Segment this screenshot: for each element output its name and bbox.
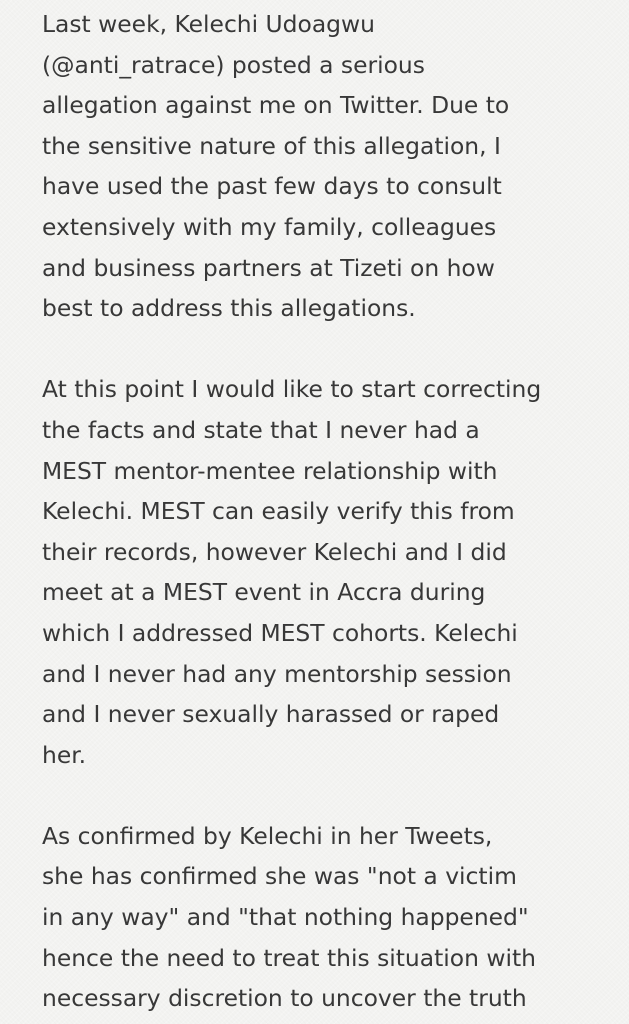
text-line: her. bbox=[42, 740, 87, 769]
text-line: As confirmed by Kelechi in her Tweets, bbox=[42, 821, 493, 850]
text-line: in any way" and "that nothing happened" bbox=[42, 903, 529, 932]
text-line: allegation against me on Twitter. Due to bbox=[42, 91, 510, 120]
paragraph-3 bbox=[42, 816, 622, 1019]
text-line: extensively with my family, colleagues bbox=[42, 212, 497, 241]
paragraph-2 bbox=[42, 369, 622, 775]
text-line: the facts and state that I never had a bbox=[42, 415, 480, 444]
note-body bbox=[42, 0, 622, 1019]
text-line: Last week, Kelechi Udoagwu bbox=[42, 10, 375, 38]
text-line: MEST mentor-mentee relationship with bbox=[42, 456, 498, 485]
text-line: and business partners at Tizeti on how bbox=[42, 253, 495, 282]
text-line: their records, however Kelechi and I did bbox=[42, 537, 507, 566]
text-line: meet at a MEST event in Accra during bbox=[42, 578, 486, 607]
paragraph-spacer bbox=[42, 329, 622, 370]
text-line: necessary discretion to uncover the truth bbox=[42, 984, 527, 1013]
text-line: (@anti_ratrace) posted a serious bbox=[42, 50, 425, 79]
text-line: best to address this allegations. bbox=[42, 294, 416, 323]
text-line: hence the need to treat this situation with bbox=[42, 943, 536, 972]
text-line: and I never had any mentorship session bbox=[42, 659, 512, 688]
text-line: and I never sexually harassed or raped bbox=[42, 700, 500, 729]
paragraph-spacer bbox=[42, 775, 622, 816]
text-line: the sensitive nature of this allegation, I bbox=[42, 131, 501, 160]
text-line: she has confirmed she was "not a victim bbox=[42, 862, 517, 891]
paragraph-1 bbox=[42, 4, 622, 329]
text-line: Kelechi. MEST can easily verify this from bbox=[42, 497, 515, 526]
text-line: which I addressed MEST cohorts. Kelechi bbox=[42, 618, 518, 647]
text-line: have used the past few days to consult bbox=[42, 172, 502, 201]
text-line: At this point I would like to start correcting bbox=[42, 375, 542, 404]
